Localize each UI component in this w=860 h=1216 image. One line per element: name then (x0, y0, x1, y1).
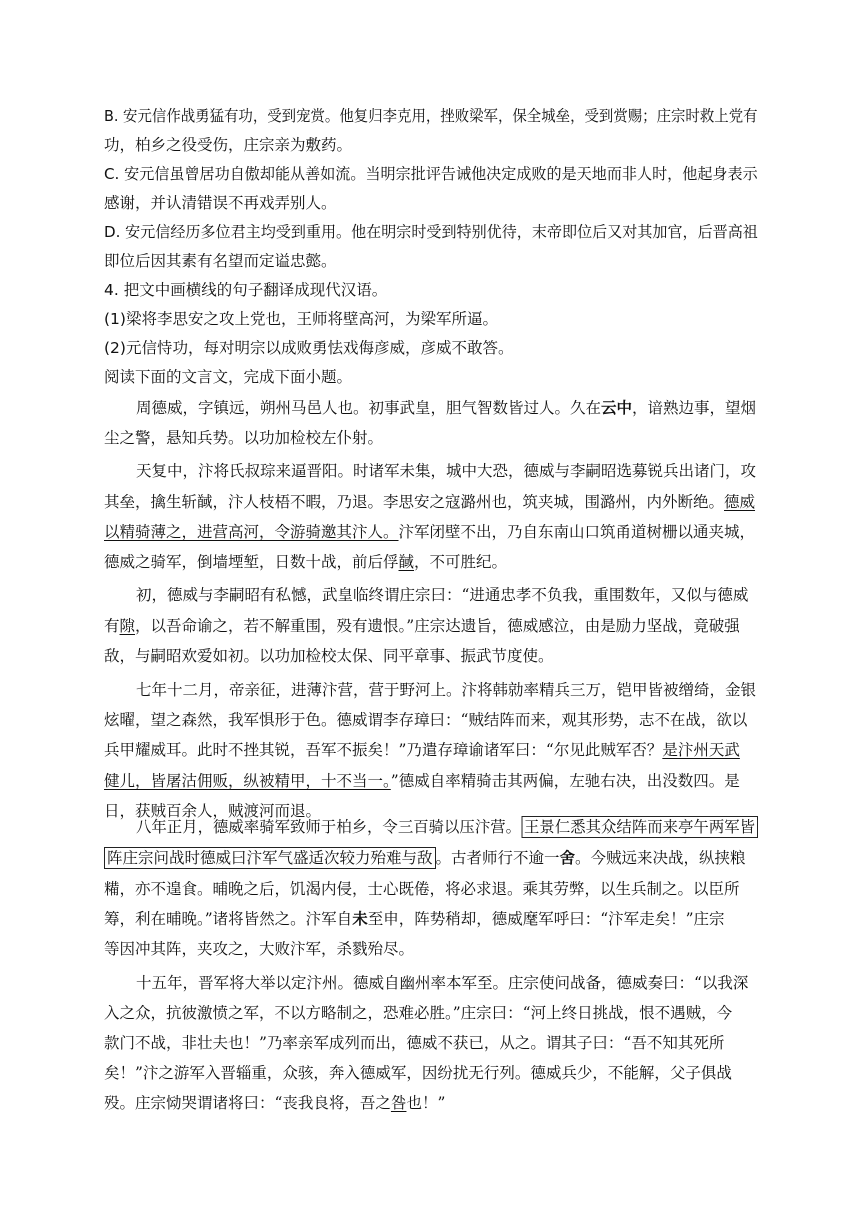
passage-p4-line-1: 七年十二月，帝亲征，进薄汴营，营于野河上。汴将韩勍率精兵三万，铠甲皆被缯绮，金银 (136, 681, 757, 699)
underlined-sentence-1a: 德威 (724, 493, 756, 511)
passage-p6-line-5: 殁。庄宗恸哭谓诸将曰：“丧我良将，吾之咎也！” (104, 1094, 446, 1112)
underlined-char: 隙 (119, 617, 136, 635)
underlined-sentence-2b: 健儿，皆屠沽佣贩，纵被精甲，十不当一。 (104, 772, 391, 790)
passage-p5-line-3: 糒，亦不遑食。晡晚之后，饥渴内侵，士心既倦，将必求退。乘其劳弊，以生兵制之。以臣所 (104, 880, 740, 898)
boxed-sentence-b: 阵庄宗问战时德威曰汴军气盛适次较力殆难与敌 (104, 847, 436, 869)
passage-p5-line-4: 筹，利在晡晚。”诸将皆然之。汴军自未至申，阵势稍却，德威麾军呼曰：“汴军走矣！”庄宗 (104, 909, 725, 928)
passage-p3-line-3: 敌，与嗣昭欢爱如初。以功加检校太保、同平章事、振武节度使。 (104, 647, 554, 665)
option-b-line-2: 功，柏乡之役受伤，庄宗亲为敷药。 (104, 136, 353, 154)
reading-instruction: 阅读下面的文言文，完成下面小题。 (104, 368, 353, 386)
option-b-line-1: B. 安元信作战勇猛有功，受到宠赏。他复归李克用，挫败梁军，保全城垒，受到赏赐；庄宗时救上党有 (104, 107, 758, 125)
passage-p5-line-2: 阵庄宗问战时德威曰汴军气盛适次较力殆难与敌 。古者师行不逾一舍。今贼远来决战，纵挟粮 (104, 848, 746, 868)
passage-p5-line-5: 等因冲其阵，夹攻之，大败汴军，杀戮殆尽。 (104, 940, 415, 958)
passage-p2-line-1: 天复中，汴将氏叔琮来逼晋阳。时诸军未集，城中大恐，德威与李嗣昭选募锐兵出诸门，攻 (136, 462, 757, 480)
option-c-line-2: 感谢，并认清错误不再戏弄别人。 (104, 194, 337, 212)
passage-p3-line-1: 初，德威与李嗣昭有私憾，武皇临终谓庄宗曰：“进通忠孝不负我，重围数年，又似与德威 (136, 586, 749, 604)
option-d-line-1: D. 安元信经历多位君主均受到重用。他在明宗时受到特别优待，末帝即位后又对其加官，后晋高祖 (104, 223, 758, 241)
passage-p4-line-4: 健儿，皆屠沽佣贩，纵被精甲，十不当一。”德威自率精骑击其两偏，左驰右决，出没数四。是 (104, 772, 740, 790)
underlined-sentence-1b: 以精骑薄之，进营高河，令游骑邀其汴人。 (104, 523, 399, 541)
passage-p6-line-4: 矣！”汴之游军入晋辎重，众骇，奔入德威军，因纷扰无行列。德威兵少，不能解，父子俱战 (104, 1064, 732, 1082)
passage-p6-line-2: 入之众，抗彼激愤之军，不以方略制之，恐难必胜。”庄宗曰：“河上终日挑战，恨不遇贼，今 (104, 1004, 733, 1022)
passage-p2-line-4: 德威之骑军，倒墙堙堑，日数十战，前后俘馘，不可胜纪。 (104, 553, 508, 571)
passage-p1-line-1: 周德威，字镇远，朔州马邑人也。初事武皇，胆气智数皆过人。久在云中，谙熟边事，望烟 (136, 398, 757, 417)
passage-p6-line-3: 款门不战，非壮夫也！”乃率亲军成列而出，德威不获已，从之。谓其子曰：“吾不知其死所 (104, 1034, 725, 1052)
passage-p4-line-3: 兵甲耀威耳。此时不挫其锐，吾军不振矣！”乃遣存璋谕诸军曰：“尔见此贼军否？是汴州天武 (104, 741, 740, 759)
question-4-sentence-2: (2)元信恃功，每对明宗以成败勇怯戏侮彦威，彦威不敢答。 (104, 339, 514, 357)
option-c-line-1: C. 安元信虽曾居功自傲却能从善如流。当明宗批评告诫他决定成败的是天地而非人时，他起身表示 (104, 165, 758, 183)
passage-p4-line-2: 炫曜，望之森然，我军惧形于色。德威谓李存璋曰：“贼结阵而来，观其形势，志不在战，欲以 (104, 711, 748, 729)
underlined-sentence-2a: 是汴州天武 (662, 741, 740, 759)
question-4-sentence-1: (1)梁将李思安之攻上党也，王师将壁高河，为梁军所逼。 (104, 310, 498, 328)
passage-p3-line-2: 有隙，以吾命谕之，若不解重围，殁有遗恨。”庄宗达遗旨，德威感泣，由是励力坚战，竟破强 (104, 617, 740, 635)
underlined-char: 咎 (390, 1094, 407, 1112)
underlined-char: 馘 (398, 553, 415, 571)
question-4-title: 4. 把文中画横线的句子翻译成现代汉语。 (104, 281, 388, 299)
passage-p2-line-2: 其垒，擒生斩馘，汴人枝梧不暇，乃退。李思安之寇潞州也，筑夹城，围潞州，内外断绝。德威 (104, 493, 756, 511)
option-d-line-2: 即位后因其素有名望而定谥忠懿。 (104, 252, 337, 270)
passage-p4-line-5: 日，获贼百余人，贼渡河而退。 (104, 802, 322, 820)
passage-p5-line-1: 八年正月，德威率骑军致师于柏乡，令三百骑以压汴营。 王景仁悉其众结阵而来亭午两军皆 (136, 817, 758, 837)
passage-p6-line-1: 十五年，晋军将大举以定汴州。德威自幽州率本军至。庄宗使问战备，德威奏曰：“以我深 (136, 974, 749, 992)
passage-p1-line-2: 尘之警，悬知兵势。以功加检校左仆射。 (104, 429, 384, 447)
boxed-sentence-a: 王景仁悉其众结阵而来亭午两军皆 (521, 816, 758, 838)
passage-p2-line-3: 以精骑薄之，进营高河，令游骑邀其汴人。汴军闭壁不出，乃自东南山口筑甬道树栅以通夹城， (104, 523, 756, 541)
